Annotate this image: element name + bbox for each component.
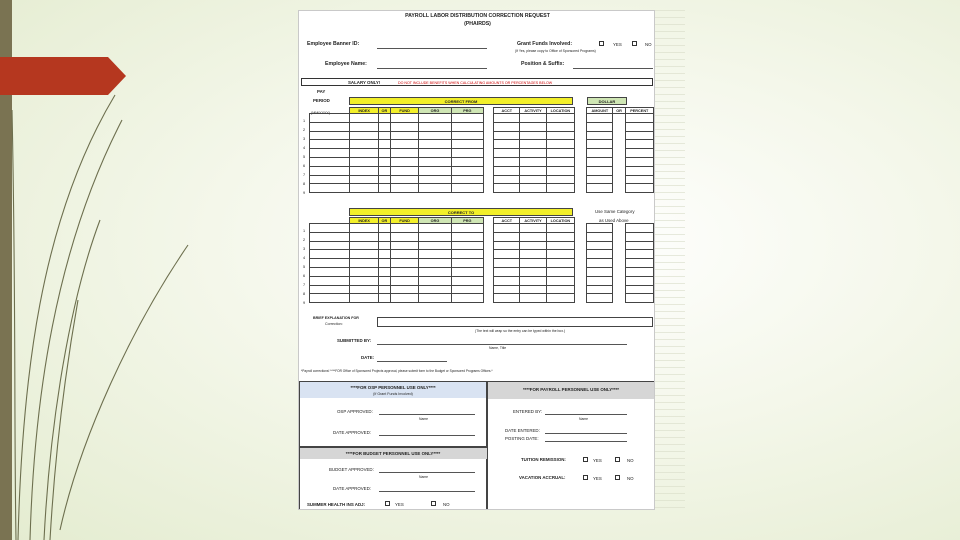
tuition-no-checkbox[interactable]: [615, 457, 620, 462]
entered-by-field[interactable]: [545, 414, 627, 415]
dollar-header: DOLLAR: [587, 97, 627, 105]
grant-no-label: NO: [645, 42, 652, 47]
grant-yes-checkbox[interactable]: [599, 41, 604, 46]
osp-date-approved-field[interactable]: [379, 435, 475, 436]
vacation-no-label: NO: [627, 476, 634, 481]
period-label: PERIOD: [313, 98, 330, 103]
budget-name-caption: Name: [419, 475, 429, 479]
period-format-label: (MM/YYYY): [311, 111, 330, 115]
use-same-category-1: Use Same Category: [595, 209, 635, 214]
summer-yes-label: YES: [395, 502, 404, 507]
date-field[interactable]: [377, 361, 447, 362]
salary-only-label: SALARY ONLY!: [348, 80, 381, 85]
budget-panel-title: ****FOR BUDGET PERSONNEL USE ONLY****: [345, 451, 441, 456]
vacation-no-checkbox[interactable]: [615, 475, 620, 480]
grant-note: (If Yes, please copy to Office of Sponsored Programs): [515, 49, 596, 53]
summer-yes-checkbox[interactable]: [385, 501, 390, 506]
top-row-numbers: 1 2 3 4 5 6 7 8 9: [303, 119, 306, 195]
use-same-category-2: as Used Above: [599, 218, 629, 223]
brief-explanation-label: BRIEF EXPLANATION FOR: [313, 316, 359, 320]
footnote: *Payroll corrections! ****FOR Office of Sponsored Projects approval, please submit form to the Budget or Sponsored Programs Offices.*: [301, 369, 493, 373]
employee-banner-id-field[interactable]: [377, 48, 487, 49]
grant-no-checkbox[interactable]: [632, 41, 637, 46]
correction-label: Correction:: [325, 322, 343, 326]
explanation-input[interactable]: [377, 317, 653, 327]
budget-panel: [299, 447, 487, 510]
bottom-row-numbers: 1 2 3 4 5 6 7 8 9: [303, 229, 306, 305]
payroll-panel-title: ****FOR PAYROLL PERSONNEL USE ONLY****: [522, 387, 620, 392]
osp-approved-field[interactable]: [379, 414, 475, 415]
form-title: PAYROLL LABOR DISTRIBUTION CORRECTION REQUEST: [405, 13, 550, 19]
grant-yes-label: YES: [613, 42, 622, 47]
osp-date-approved-label: DATE APPROVED:: [333, 430, 371, 435]
entered-by-label: ENTERED BY:: [513, 409, 543, 414]
date-label: DATE:: [361, 355, 375, 360]
payroll-panel: [487, 381, 655, 510]
tuition-no-label: NO: [627, 458, 634, 463]
summer-health-label: SUMMER HEALTH INS ADJ:: [307, 502, 366, 507]
budget-approved-label: BUDGET APPROVED:: [329, 467, 374, 472]
pay-label: PAY: [317, 89, 326, 94]
budget-approved-field[interactable]: [379, 472, 475, 473]
osp-name-caption: Name: [419, 417, 429, 421]
correct-from-header: CORRECT FROM: [349, 97, 573, 105]
background-ruled-lines: [655, 10, 685, 510]
wrap-note: (The text will wrap so the entry can be typed within the box.): [475, 329, 566, 333]
budget-date-approved-field[interactable]: [379, 491, 475, 492]
salary-only-banner: [301, 78, 653, 86]
tuition-remission-label: TUITION REMISSION:: [521, 457, 566, 462]
salary-note: DO NOT INCLUDE BENEFITS WHEN CALCULATING AMOUNTS OR PERCENTAGES BELOW: [398, 80, 553, 85]
osp-panel-subtitle: (If Grant Funds Involved): [373, 392, 413, 396]
submitted-by-label: SUBMITTED BY:: [337, 338, 372, 343]
position-suffix-label: Position & Suffix:: [521, 61, 565, 67]
summer-no-checkbox[interactable]: [431, 501, 436, 506]
posting-date-label: POSTING DATE:: [505, 436, 539, 441]
budget-date-approved-label: DATE APPROVED:: [333, 486, 371, 491]
form-subtitle: (PHAIRDS): [464, 21, 491, 27]
tuition-yes-checkbox[interactable]: [583, 457, 588, 462]
submitted-by-field[interactable]: [377, 344, 627, 345]
payroll-name-caption: Name: [579, 417, 589, 421]
accent-arrow-tab: [0, 57, 126, 95]
employee-banner-id-label: Employee Banner ID:: [307, 41, 360, 47]
posting-date-field[interactable]: [545, 441, 627, 442]
tuition-yes-label: YES: [593, 458, 602, 463]
osp-approved-label: OSP APPROVED:: [337, 409, 373, 414]
summer-no-label: NO: [443, 502, 450, 507]
vacation-yes-checkbox[interactable]: [583, 475, 588, 480]
date-entered-label: DATE ENTERED:: [505, 428, 540, 433]
osp-panel-title: ****FOR OSP PERSONNEL USE ONLY****: [350, 385, 436, 390]
correct-from-table[interactable]: INDEX OR FUND ORG PRG ACCT ACTIVITY LOCATION AMOUNT OR PERCENT: [309, 107, 654, 193]
correction-request-form: [298, 10, 655, 510]
correct-to-table[interactable]: INDEX OR FUND ORG PRG ACCT ACTIVITY LOCATION: [309, 217, 654, 303]
employee-name-field[interactable]: [377, 68, 487, 69]
correct-to-header: CORRECT TO: [349, 208, 573, 216]
position-suffix-field[interactable]: [573, 68, 653, 69]
name-title-caption: Name, Title: [489, 346, 507, 350]
vacation-yes-label: YES: [593, 476, 602, 481]
grant-funds-label: Grant Funds Involved:: [517, 41, 573, 47]
vacation-accrual-label: VACATION ACCRUAL:: [519, 475, 566, 480]
date-entered-field[interactable]: [545, 433, 627, 434]
employee-name-label: Employee Name:: [325, 61, 367, 67]
